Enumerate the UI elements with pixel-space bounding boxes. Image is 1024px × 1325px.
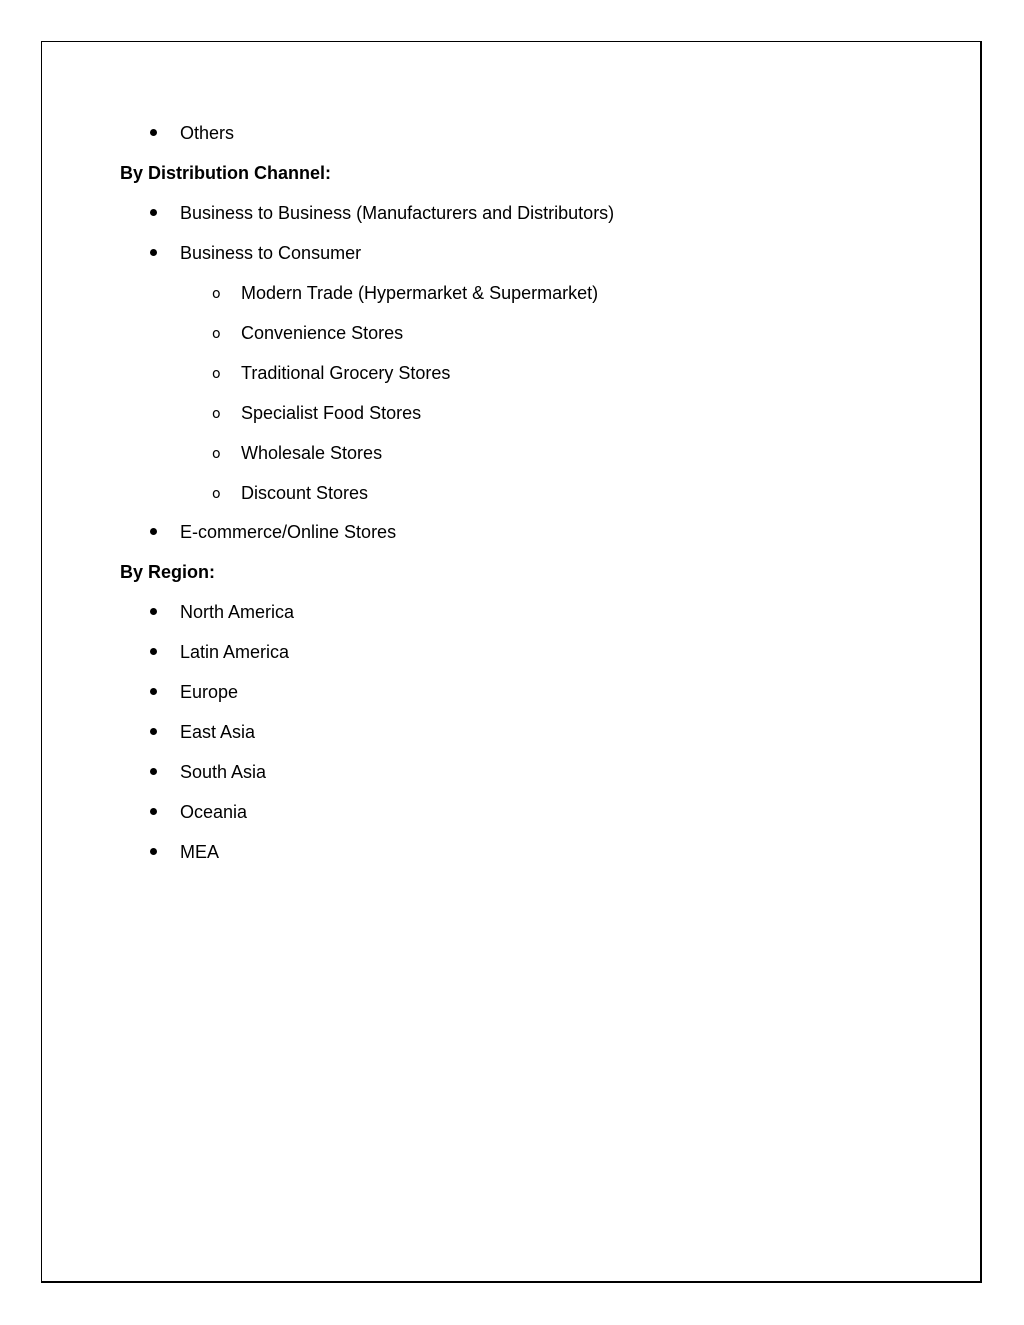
region-item-europe: Europe [180,682,239,702]
sub-item-convenience: Convenience Stores [241,323,404,343]
region-item-north-america: North America [180,602,295,622]
bullet-icon [150,808,157,815]
bullet-icon [150,648,157,655]
section-heading-distribution: By Distribution Channel: [120,163,331,183]
list-item-others: Others [180,123,235,143]
bullet-icon [150,688,157,695]
bullet-icon [150,209,157,216]
section-heading-region: By Region: [120,562,216,582]
circle-bullet-icon: o [212,366,221,382]
bullet-icon [150,848,157,855]
circle-bullet-icon: o [212,406,221,422]
region-item-latin-america: Latin America [180,642,290,662]
sub-item-discount: Discount Stores [241,483,369,503]
circle-bullet-icon: o [212,326,221,342]
sub-item-modern-trade: Modern Trade (Hypermarket & Supermarket) [241,283,599,303]
circle-bullet-icon: o [212,446,221,462]
bullet-icon [150,528,157,535]
region-item-mea: MEA [180,842,220,862]
list-item-ecommerce: E-commerce/Online Stores [180,522,397,542]
sub-item-traditional: Traditional Grocery Stores [241,363,451,383]
bullet-icon [150,768,157,775]
circle-bullet-icon: o [212,486,221,502]
bullet-icon [150,129,157,136]
region-item-east-asia: East Asia [180,722,256,742]
region-item-south-asia: South Asia [180,762,267,782]
region-item-oceania: Oceania [180,802,248,822]
circle-bullet-icon: o [212,286,221,302]
sub-item-specialist: Specialist Food Stores [241,403,422,423]
sub-item-wholesale: Wholesale Stores [241,443,383,463]
list-item-b2c: Business to Consumer [180,243,362,263]
bullet-icon [150,608,157,615]
bullet-icon [150,728,157,735]
bullet-icon [150,249,157,256]
list-item-b2b: Business to Business (Manufacturers and Distributors) [180,203,615,223]
